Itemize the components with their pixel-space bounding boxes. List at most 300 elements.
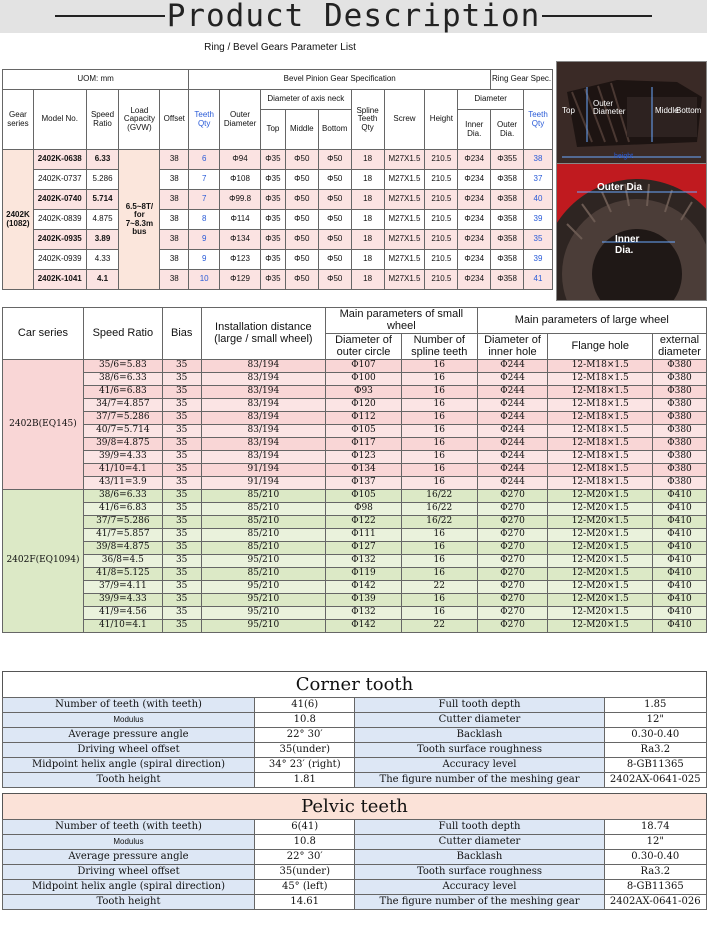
t2-cell: Φ270 (477, 516, 548, 529)
t1-cell-ring_teeth: 35 (523, 230, 552, 250)
t2-cell: Φ410 (653, 529, 707, 542)
t2-cell: Φ270 (477, 607, 548, 620)
t2-cell: Φ270 (477, 594, 548, 607)
t1-cell-outer_dia: Φ358 (491, 210, 524, 230)
pelvic-cell: 2402AX-0641-026 (604, 895, 706, 910)
t2-cell: Φ380 (653, 373, 707, 386)
t2-cell: Φ105 (326, 490, 402, 503)
t2-cell: 22 (401, 581, 477, 594)
col-height: Height (425, 90, 458, 150)
t2-cell: Φ410 (653, 581, 707, 594)
pelvic-cell: 10.8 (254, 835, 355, 850)
t1-cell-bottom: Φ50 (318, 190, 351, 210)
spec-row (3, 773, 707, 788)
t2-cell: Φ380 (653, 477, 707, 490)
t2-cell: 35 (162, 516, 201, 529)
t1-cell-offset: 38 (160, 230, 189, 250)
t2-cell: 95/210 (201, 607, 325, 620)
t1-cell-screw: M27X1.5 (384, 190, 425, 210)
t2-cell: Φ142 (326, 620, 402, 633)
t1-cell-middle: Φ50 (285, 170, 318, 190)
t1-cell-model: 2402K-0939 (33, 250, 86, 270)
t1-cell-ratio: 6.33 (86, 150, 119, 170)
t2-cell: 12-M18×1.5 (548, 412, 653, 425)
t2-cell: 83/194 (201, 412, 325, 425)
corner-tooth-table (2, 697, 707, 788)
corner-cell: 1.81 (254, 773, 355, 788)
t2-cell: Φ122 (326, 516, 402, 529)
col-outer-diameter: Outer Diameter (220, 90, 261, 150)
large-wheel-header: Main parameters of large wheel (477, 308, 706, 334)
t2-cell: Φ410 (653, 516, 707, 529)
photo-label-outer-diameter: Outer Diameter (593, 99, 626, 116)
t2-cell: Φ112 (326, 412, 402, 425)
col-top: Top (260, 110, 285, 150)
t2-cell: 85/210 (201, 516, 325, 529)
t2-cell: Φ244 (477, 360, 548, 373)
t1-cell-offset: 38 (160, 170, 189, 190)
t1-cell-top: Φ35 (260, 250, 285, 270)
t2-cell: 35 (162, 490, 201, 503)
t2-cell: 16/22 (401, 490, 477, 503)
t2-row (3, 373, 707, 386)
uom-cell: UOM: mm (3, 70, 189, 90)
t1-cell-bottom: Φ50 (318, 150, 351, 170)
t2-cell: 85/210 (201, 542, 325, 555)
t1-cell-middle: Φ50 (285, 150, 318, 170)
t2-cell: Φ137 (326, 477, 402, 490)
t2-cell: 12-M20×1.5 (548, 581, 653, 594)
corner-cell: 2402AX-0641-025 (604, 773, 706, 788)
t1-row (3, 230, 553, 250)
photo-label-outer-dia: Outer Dia (597, 182, 643, 193)
t1-cell-spline: 18 (351, 190, 384, 210)
corner-cell: Driving wheel offset (3, 743, 255, 758)
t2-cell: 95/210 (201, 594, 325, 607)
t2-cell: 41/9=4.56 (83, 607, 162, 620)
t2-cell: 12-M18×1.5 (548, 373, 653, 386)
t2-cell: 41/7=5.857 (83, 529, 162, 542)
t2-cell: 16 (401, 464, 477, 477)
t2-cell: 12-M20×1.5 (548, 555, 653, 568)
t2-cell: Φ270 (477, 620, 548, 633)
pelvic-teeth-table (2, 819, 707, 910)
pelvic-cell: Full tooth depth (355, 820, 604, 835)
t2-cell: 35 (162, 581, 201, 594)
t2-cell: 12-M20×1.5 (548, 568, 653, 581)
t1-cell-outer: Φ129 (220, 270, 261, 290)
t2-cell: 37/7=5.286 (83, 516, 162, 529)
ring-spec-header: Ring Gear Spec. (491, 70, 553, 90)
corner-cell: Average pressure angle (3, 728, 255, 743)
corner-cell: 12" (604, 713, 706, 728)
col-ring-teeth: Teeth Qty (523, 90, 552, 150)
pelvic-teeth-title: Pelvic teeth (2, 793, 707, 820)
t2-cell: 35 (162, 373, 201, 386)
car-series-cell: 2402F(EQ1094) (3, 490, 84, 633)
t2-cell: 35 (162, 412, 201, 425)
t1-cell-spline: 18 (351, 210, 384, 230)
t1-cell-bottom: Φ50 (318, 230, 351, 250)
t2-cell: 83/194 (201, 399, 325, 412)
t2-cell: 12-M20×1.5 (548, 516, 653, 529)
t2-row (3, 412, 707, 425)
t2-cell: 35 (162, 464, 201, 477)
pelvic-cell: 22° 30′ (254, 850, 355, 865)
t1-cell-middle: Φ50 (285, 210, 318, 230)
t1-cell-spline: 18 (351, 230, 384, 250)
t2-cell: 22 (401, 620, 477, 633)
t2-cell: 41/6=6.83 (83, 503, 162, 516)
corner-cell: Backlash (355, 728, 604, 743)
t1-cell-bottom: Φ50 (318, 210, 351, 230)
t2-cell: Φ244 (477, 477, 548, 490)
col-car-series: Car series (3, 308, 84, 360)
t2-cell: 16 (401, 529, 477, 542)
t1-cell-ring_teeth: 40 (523, 190, 552, 210)
t2-cell: Φ410 (653, 620, 707, 633)
t2-cell: 35 (162, 399, 201, 412)
t2-cell: 35 (162, 529, 201, 542)
col-middle: Middle (285, 110, 318, 150)
t1-cell-top: Φ35 (260, 190, 285, 210)
corner-cell: 41(6) (254, 698, 355, 713)
pelvic-cell: Tooth height (3, 895, 255, 910)
t2-cell: Φ380 (653, 399, 707, 412)
t2-cell: 83/194 (201, 438, 325, 451)
t2-cell: Φ142 (326, 581, 402, 594)
t1-cell-outer: Φ123 (220, 250, 261, 270)
t2-row (3, 438, 707, 451)
t2-cell: 39/9=4.33 (83, 594, 162, 607)
t2-cell: 16 (401, 477, 477, 490)
t2-row (3, 516, 707, 529)
corner-cell: Tooth surface roughness (355, 743, 604, 758)
t1-cell-inner: Φ234 (458, 270, 491, 290)
pelvic-cell: Accuracy level (355, 880, 604, 895)
t1-cell-offset: 38 (160, 250, 189, 270)
t2-row (3, 451, 707, 464)
t2-cell: 83/194 (201, 451, 325, 464)
corner-tooth-title: Corner tooth (2, 671, 707, 698)
t1-cell-outer: Φ134 (220, 230, 261, 250)
t2-cell: Φ98 (326, 503, 402, 516)
t2-cell: Φ244 (477, 464, 548, 477)
t1-cell-middle: Φ50 (285, 230, 318, 250)
t1-cell-height: 210.5 (425, 170, 458, 190)
t2-cell: Φ380 (653, 464, 707, 477)
t2-cell: Φ107 (326, 360, 402, 373)
t2-cell: Φ123 (326, 451, 402, 464)
t2-cell: Φ117 (326, 438, 402, 451)
t1-cell-outer_dia: Φ358 (491, 270, 524, 290)
t1-row (3, 190, 553, 210)
page-title: Product Description (166, 0, 541, 34)
t2-cell: Φ93 (326, 386, 402, 399)
t2-cell: Φ410 (653, 503, 707, 516)
spec-row (3, 698, 707, 713)
t1-cell-top: Φ35 (260, 270, 285, 290)
t2-cell: Φ380 (653, 438, 707, 451)
t2-cell: 95/210 (201, 581, 325, 594)
t2-cell: 35 (162, 594, 201, 607)
col-install-distance: Installation distance (large / small wheel) (201, 308, 325, 360)
pelvic-cell: The figure number of the meshing gear (355, 895, 604, 910)
spec-row (3, 895, 707, 910)
t2-cell: 12-M20×1.5 (548, 503, 653, 516)
t2-cell: 16 (401, 542, 477, 555)
t1-cell-top: Φ35 (260, 230, 285, 250)
t1-cell-inner: Φ234 (458, 170, 491, 190)
t1-cell-outer_dia: Φ355 (491, 150, 524, 170)
t2-cell: 85/210 (201, 568, 325, 581)
t2-cell: 83/194 (201, 360, 325, 373)
t2-cell: 91/194 (201, 464, 325, 477)
corner-cell: Tooth height (3, 773, 255, 788)
t2-cell: Φ270 (477, 568, 548, 581)
t2-cell: Φ380 (653, 425, 707, 438)
col-model-no: Model No. (33, 90, 86, 150)
t2-cell: 12-M18×1.5 (548, 425, 653, 438)
t2-cell: Φ270 (477, 542, 548, 555)
t2-cell: 12-M18×1.5 (548, 360, 653, 373)
t1-cell-height: 210.5 (425, 190, 458, 210)
col-spline-teeth-count: Number of spline teeth (401, 334, 477, 360)
t2-cell: 16 (401, 373, 477, 386)
car-series-gear-table (2, 307, 707, 633)
t2-cell: 12-M18×1.5 (548, 464, 653, 477)
t1-cell-spline: 18 (351, 270, 384, 290)
pinion-gear-photo (556, 61, 707, 164)
pelvic-cell: 8-GB11365 (604, 880, 706, 895)
pelvic-cell: 35(under) (254, 865, 355, 880)
pelvic-cell: Number of teeth (with teeth) (3, 820, 255, 835)
t1-cell-inner: Φ234 (458, 150, 491, 170)
title-banner (0, 0, 707, 33)
t1-cell-ratio: 5.286 (86, 170, 119, 190)
t2-cell: 39/8=4.875 (83, 542, 162, 555)
col-spline-teeth: Spline Teeth Qty (351, 90, 384, 150)
t2-cell: 12-M18×1.5 (548, 438, 653, 451)
t2-cell: 16 (401, 451, 477, 464)
t2-cell: 35 (162, 542, 201, 555)
ring-diameter-header: Diameter (458, 90, 524, 110)
t2-cell: Φ270 (477, 555, 548, 568)
t2-cell: 35 (162, 477, 201, 490)
t2-cell: 16 (401, 594, 477, 607)
t2-row (3, 568, 707, 581)
t1-cell-bottom: Φ50 (318, 270, 351, 290)
t1-cell-outer_dia: Φ358 (491, 250, 524, 270)
t1-cell-height: 210.5 (425, 210, 458, 230)
t1-row (3, 250, 553, 270)
t1-cell-outer: Φ99.8 (220, 190, 261, 210)
t2-cell: Φ410 (653, 568, 707, 581)
t1-cell-teeth: 9 (189, 250, 220, 270)
t2-cell: Φ244 (477, 373, 548, 386)
t1-cell-model: 2402K-0737 (33, 170, 86, 190)
t1-cell-screw: M27X1.5 (384, 170, 425, 190)
pelvic-cell: 0.30-0.40 (604, 850, 706, 865)
pelvic-cell: Driving wheel offset (3, 865, 255, 880)
t1-cell-spline: 18 (351, 150, 384, 170)
col-outer-circle: Diameter of outer circle (326, 334, 402, 360)
t2-cell: 16/22 (401, 503, 477, 516)
t2-cell: Φ244 (477, 451, 548, 464)
t2-cell: 37/7=5.286 (83, 412, 162, 425)
t1-cell-outer_dia: Φ358 (491, 170, 524, 190)
t1-cell-outer: Φ114 (220, 210, 261, 230)
subtitle: Ring / Bevel Gears Parameter List (204, 42, 356, 53)
t1-cell-screw: M27X1.5 (384, 230, 425, 250)
pelvic-cell: 12" (604, 835, 706, 850)
t2-cell: Φ134 (326, 464, 402, 477)
col-flange-hole: Flange hole (548, 334, 653, 360)
t2-cell: Φ127 (326, 542, 402, 555)
t2-cell: 35/6=5.83 (83, 360, 162, 373)
t2-cell: Φ244 (477, 412, 548, 425)
t2-cell: 12-M20×1.5 (548, 607, 653, 620)
t2-cell: 43/11=3.9 (83, 477, 162, 490)
t1-cell-teeth: 7 (189, 170, 220, 190)
t2-cell: 12-M18×1.5 (548, 399, 653, 412)
t2-cell: 16 (401, 607, 477, 620)
t2-cell: Φ132 (326, 607, 402, 620)
col-offset: Offset (160, 90, 189, 150)
t2-cell: 16 (401, 568, 477, 581)
t1-cell-inner: Φ234 (458, 190, 491, 210)
t1-row (3, 170, 553, 190)
t1-cell-ratio: 5.714 (86, 190, 119, 210)
t2-cell: 35 (162, 386, 201, 399)
t2-cell: 38/6=6.33 (83, 490, 162, 503)
t2-cell: Φ380 (653, 412, 707, 425)
car-series-cell: 2402B(EQ145) (3, 360, 84, 490)
t2-cell: Φ139 (326, 594, 402, 607)
t1-cell-offset: 38 (160, 150, 189, 170)
photo-label-middle: Middle (655, 106, 679, 115)
t1-cell-screw: M27X1.5 (384, 150, 425, 170)
corner-cell: 22° 30′ (254, 728, 355, 743)
t1-cell-offset: 38 (160, 210, 189, 230)
t2-cell: 95/210 (201, 555, 325, 568)
t1-cell-ring_teeth: 39 (523, 210, 552, 230)
t2-cell: Φ132 (326, 555, 402, 568)
t1-cell-height: 210.5 (425, 150, 458, 170)
t2-cell: Φ120 (326, 399, 402, 412)
t1-cell-bottom: Φ50 (318, 250, 351, 270)
t1-cell-bottom: Φ50 (318, 170, 351, 190)
corner-cell: Midpoint helix angle (spiral direction) (3, 758, 255, 773)
t2-cell: 37/9=4.11 (83, 581, 162, 594)
t1-cell-inner: Φ234 (458, 250, 491, 270)
t1-cell-screw: M27X1.5 (384, 210, 425, 230)
t1-cell-model: 2402K-0839 (33, 210, 86, 230)
t1-cell-ring_teeth: 38 (523, 150, 552, 170)
t1-cell-offset: 38 (160, 190, 189, 210)
t1-cell-top: Φ35 (260, 210, 285, 230)
t2-cell: 85/210 (201, 490, 325, 503)
col-bottom: Bottom (318, 110, 351, 150)
corner-cell: Cutter diameter (355, 713, 604, 728)
t2-row (3, 399, 707, 412)
t2-cell: 40/7=5.714 (83, 425, 162, 438)
t2-row (3, 503, 707, 516)
corner-cell: 10.8 (254, 713, 355, 728)
t2-cell: Φ244 (477, 425, 548, 438)
t1-cell-ring_teeth: 41 (523, 270, 552, 290)
pelvic-cell: 14.61 (254, 895, 355, 910)
t2-cell: 16 (401, 438, 477, 451)
pelvic-cell: Backlash (355, 850, 604, 865)
small-wheel-header: Main parameters of small wheel (326, 308, 478, 334)
t2-cell: 91/194 (201, 477, 325, 490)
t2-row (3, 620, 707, 633)
t2-cell: Φ244 (477, 399, 548, 412)
t2-cell: 16 (401, 399, 477, 412)
spec-row (3, 850, 707, 865)
t2-cell: Φ380 (653, 360, 707, 373)
t2-cell: 12-M20×1.5 (548, 620, 653, 633)
spec-row (3, 835, 707, 850)
col-screw: Screw (384, 90, 425, 150)
t2-cell: 12-M18×1.5 (548, 386, 653, 399)
col-speed-ratio: Speed Ratio (86, 90, 119, 150)
t2-row (3, 555, 707, 568)
t2-cell: 41/8=5.125 (83, 568, 162, 581)
spec-row (3, 713, 707, 728)
t1-cell-teeth: 8 (189, 210, 220, 230)
t2-row (3, 360, 707, 373)
t1-row (3, 150, 553, 170)
t2-row (3, 386, 707, 399)
t2-cell: 34/7=4.857 (83, 399, 162, 412)
t1-cell-top: Φ35 (260, 170, 285, 190)
t2-cell: 12-M18×1.5 (548, 477, 653, 490)
col-inner-dia: Inner Dia. (458, 110, 491, 150)
t2-cell: 38/6=6.33 (83, 373, 162, 386)
pelvic-cell: 18.74 (604, 820, 706, 835)
t1-cell-teeth: 6 (189, 150, 220, 170)
t2-row (3, 594, 707, 607)
t2-cell: 35 (162, 503, 201, 516)
t2-cell: Φ380 (653, 386, 707, 399)
t2-cell: Φ244 (477, 438, 548, 451)
t2-cell: 12-M20×1.5 (548, 542, 653, 555)
spec-row (3, 880, 707, 895)
pelvic-cell: Average pressure angle (3, 850, 255, 865)
t2-cell: 39/8=4.875 (83, 438, 162, 451)
t2-cell: 16 (401, 412, 477, 425)
pelvic-cell: Modulus (3, 835, 255, 850)
t1-cell-outer_dia: Φ358 (491, 190, 524, 210)
t2-cell: 35 (162, 555, 201, 568)
t1-cell-top: Φ35 (260, 150, 285, 170)
pelvic-cell: Ra3.2 (604, 865, 706, 880)
corner-cell: The figure number of the meshing gear (355, 773, 604, 788)
spec-row (3, 743, 707, 758)
t2-cell: 85/210 (201, 503, 325, 516)
t2-cell: 35 (162, 425, 201, 438)
t2-cell: 95/210 (201, 620, 325, 633)
t1-cell-inner: Φ234 (458, 210, 491, 230)
t2-cell: Φ100 (326, 373, 402, 386)
t2-cell: Φ410 (653, 490, 707, 503)
col-load-capacity: Load Capacity (GVW) (119, 90, 160, 150)
t2-cell: 83/194 (201, 386, 325, 399)
t2-cell: Φ270 (477, 529, 548, 542)
t2-cell: 12-M20×1.5 (548, 490, 653, 503)
